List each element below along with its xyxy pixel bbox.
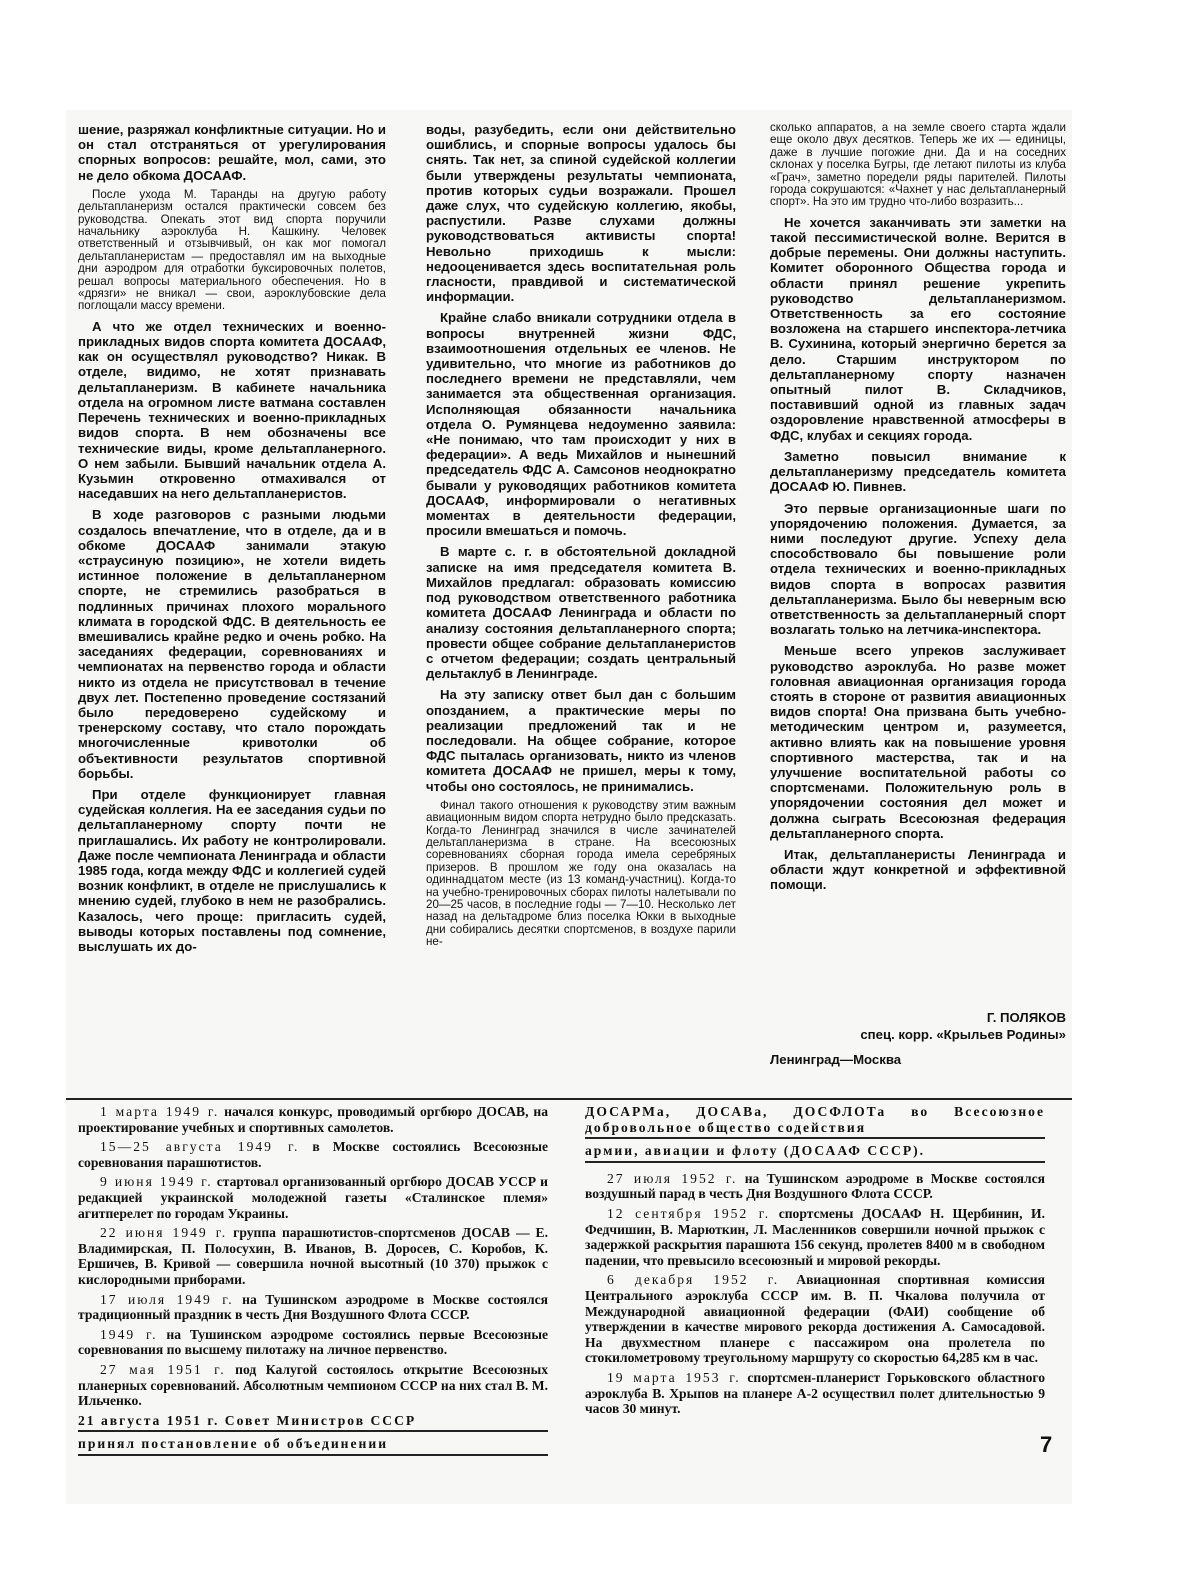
chronicle-entry [78,1104,548,1135]
chronicle-text: Авиационная спортивная комиссия Центрального аэроклуба СССР им. В. П. Чкалова получила от Международной авиационной федерации (ФАИ) сообщение об утверждении в качестве мирового рекорда достижения А. Самосадовой. На двухместном планере с пассажиром она пролетела по стокилометровому треугольному маршруту со скоростью 64,285 км в час. [585,1272,1045,1366]
chronicle-date: 12 сентября 1952 г. [607,1205,771,1221]
chronicle-entry [78,1225,548,1287]
chronicle-entry [78,1327,548,1358]
chronicle-date: 1 марта 1949 г. [100,1104,220,1119]
dateline: Ленинград—Москва [770,1052,902,1067]
decree-line: ДОСАРМа, ДОСАВа, ДОСФЛОТа во Всесоюзное добровольное общество содействия [585,1104,1045,1139]
chronicle-text: на Тушинском аэродроме в Москве состоялся воздушный парад в честь Дня Воздушного Флота СССР. [585,1170,1046,1202]
chronicle-entry [585,1370,1045,1417]
chronicle-entry [585,1206,1045,1268]
article-column-3 [770,122,1066,899]
paragraph: Крайне слабо вникали сотрудники отдела в вопросы внутренней жизни ФДС, взаимоотношения отдельных ее членов. Не удивительно, что многие из работников до последнего времени не представляли, чем занимается эта общественная организация. Исполняющая обязанности начальника отдела О. Румянцева недоуменно заявила: «Не понимаю, что там происходит у них в федерации». А ведь Михайлов и нынешний председатель ФДС А. Самсонов неоднократно бывали у руководящих работников комитета ДОСААФ, информировали о негативных моментах в деятельности федерации, просили вмешаться и помочь. [426,310,736,539]
chronicle-left [78,1104,548,1460]
chronicle-text: на Тушинском аэродроме в Москве состоялся традиционный праздник в честь Дня Воздушного Флота СССР. [78,1291,549,1323]
paragraph: Заметно повысил внимание к дельтапланеризму председатель комитета ДОСААФ Ю. Пивнев. [770,448,1066,495]
chronicle-entry [78,1174,548,1221]
paragraph: А что же отдел технических и военно-прикладных видов спорта комитета ДОСААФ, как он осуществлял руководство? Никак. В отделе, видимо, не хотят признавать дельтапланеризм. В кабинете начальника отдела на огромном листе ватмана составлен Перечень технических и военно-прикладных видов спорта. В нем обозначены все технические виды, кроме дельтапланерного. О нем забыли. Бывший начальник отдела А. Кузьмин откровенно отмахивался от наседавших на него дельтапланеристов. [78,318,386,502]
chronicle-right [585,1104,1045,1421]
chronicle-text: спортсмен-планерист Горьковского областного аэроклуба В. Хрыпов на планере А-2 осуществил полет длительностью 9 часов 30 минут. [585,1369,1045,1417]
chronicle-date: 27 мая 1951 г. [100,1361,226,1377]
paragraph: При отделе функционирует главная судейская коллегия. На ее заседания судьи по дельтапланерному спорту почти не приглашались. Их работу не контролировали. Даже после чемпионата Ленинграда и области 1985 года, когда между ФДС и коллегией судей возник конфликт, в отделе не прислушались к мнению судей, глубоко в нем не разобрались. Казалось, чего проще: пригласить судей, выводы которых поставлены под сомнение, выслушать их до- [78,786,386,954]
chronicle-text: под Калугой состоялось открытие Всесоюзных планерных соревнований. Абсолютным чемпионом СССР на них стал В. М. Ильченко. [78,1361,548,1409]
chronicle-date: 15—25 августа 1949 г. [100,1139,300,1155]
section-divider [66,1098,1072,1100]
article-column-2 [426,122,736,955]
paragraph: Финал такого отношения к руководству этим важным авиационным видом спорта нетрудно было предсказать. Когда-то Ленинград значился в числе зачинателей дельтапланеризма в стране. На всесоюзных соревнованиях сборная города имела серебряных призеров. В прошлом же году она оказалась на одиннадцатом месте (из 13 команд-участниц). Когда-то на учебно-тренировочных сборах пилоты налетывали по 20—25 часов, в последние годы — 7—10. Несколько лет назад на дельтадроме близ поселка Юкки в выходные дни собирались десятки спортсменов, в воздухе парили не- [426,798,736,949]
paragraph: Меньше всего упреков заслуживает руководство аэроклуба. Но разве может головная авиационная организация города стоять в стороне от развития авиационных видов спорта! Она призвана быть учебно-методическим центром и, разумеется, активно влиять как на повышение уровня спортивного мастерства, так и на улучшение воспитательной работы со спортсменами. Положительную роль в упорядочении состояния дел может и должна сыграть Всесоюзная федерация дельтапланерного спорта. [770,643,1066,841]
chronicle-entry [78,1362,548,1409]
chronicle-text: на Тушинском аэродроме состоялись первые Всесоюзные соревнования по высшему пилотажу на личное первенство. [78,1326,548,1358]
chronicle-date: 1949 г. [100,1326,158,1342]
chronicle-text: начался конкурс, проводимый оргбюро ДОСАВ, на проектирование учебных и спортивных самолетов. [78,1104,548,1135]
chronicle-text: группа парашютистов-спортсменов ДОСАВ — Е. Владимирская, П. Полосухин, В. Иванов, В. Доросев, С. Коробов, К. Ершичев, В. Кривой — совершила ночной высотный (10 370) прыжок с кислородными приборами. [78,1225,548,1287]
paragraph: Это первые организационные шаги по упорядочению положения. Думается, за ними последуют другие. Успеху дела способствовало бы повышение роли отдела технических и военно-прикладных видов спорта в вопросах развития дельтапланеризма. Было бы неверным всю ответственность за дельтапланерный спорт возлагать только на летчика-инспектора. [770,500,1066,638]
paragraph: шение, разряжал конфликтные ситуации. Но и он стал отстраняться от урегулирования спорных вопросов: решайте, мол, сами, это не дело обкома ДОСААФ. [78,122,386,183]
decree-line: армии, авиации и флоту (ДОСААФ СССР). [585,1143,1045,1163]
author-role: спец. корр. «Крыльев Родины» [860,1027,1066,1042]
chronicle-text: в Москве состоялись Всесоюзные соревнования парашютистов. [78,1139,548,1170]
author-name: Г. ПОЛЯКОВ [986,1010,1066,1025]
decree-line: принял постановление об объединении [78,1436,548,1456]
paragraph: В марте с. г. в обстоятельной докладной записке на имя председателя комитета В. Михайлов предлагал: образовать комиссию под руководством ответственного работника комитета ДОСААФ Ленинграда и области по анализу состояния дельтапланерного спорта; провести общее собрание дельтапланеристов с отчетом федерации; создать центральный дельтаклуб в Ленинграде. [426,544,736,682]
chronicle-entry [78,1139,548,1170]
chronicle-date: 17 июля 1949 г. [100,1291,234,1307]
paragraph: После ухода М. Таранды на другую работу дельтапланеризм остался практически совсем без руководства. Опекать этот вид спорта поручили начальнику аэроклуба Н. Кашкину. Человек ответственный и отзывчивый, он как мог помогал дельтапланеристам — предоставлял им на выходные дни аэродром для отработки буксировочных полетов, решал вопросы материального обеспечения. Но в «дрязги» не вникал — свои, аэроклубовские дела поглощали массу времени. [78,187,386,313]
chronicle-entry [585,1171,1045,1202]
paragraph: Итак, дельтапланеристы Ленинграда и области ждут конкретной и эффективной помощи. [770,846,1066,893]
decree-line: 21 августа 1951 г. Совет Министров СССР [78,1413,548,1433]
paragraph: На эту записку ответ был дан с большим опозданием, а практические меры по реализации предложений так и не последовали. На общее собрание, которое ФДС пыталась организовать, никто из членов комитета ДОСААФ не пришел, меры к тому, чтобы оно состоялось, не принимались. [426,687,736,794]
page-number: 7 [1040,1432,1053,1457]
paragraph: Не хочется заканчивать эти заметки на такой пессимистической волне. Верится в добрые перемены. Они должны наступить. Комитет оборонного Общества города и области принял решение укрепить руководство дельтапланеризмом. Ответственность за его состояние возложена на старшего инспектора-летчика В. Сухинина, который энергично берется за дело. Старшим инструктором по дельтапланерному спорту назначен опытный пилот В. Складчиков, поставивший одной из главных задач оздоровление нравственной атмосферы в ФДС, клубах и секциях города. [770,214,1066,443]
chronicle-entry [78,1292,548,1323]
chronicle-text: стартовал организованный оргбюро ДОСАВ УССР и редакцией украинской молодежной газеты «Сталинское племя» агитперелет по городам Украины. [78,1174,548,1221]
paragraph: сколько аппаратов, а на земле своего старта ждали еще около двух десятков. Теперь же их — единицы, даже в лучшие погожие дни. Да и на соседних склонах у поселка Бугры, где летают пилоты из клуба «Грач», заметно поредели ряды парителей. Пилоты города сокрушаются: «Чахнет у нас дельтапланерный спорт». На это им трудно что-либо возразить... [770,121,1066,209]
chronicle-date: 22 июня 1949 г. [100,1225,228,1241]
chronicle-text: спортсмены ДОСААФ Н. Щербинин, И. Федчишин, В. Марюткин, Л. Масленников совершили ночной прыжок с задержкой раскрытия парашюта 156 секунд, пролетев 8400 м в свободном падении, что превысило всесоюзный и мировой рекорды. [585,1205,1045,1268]
paragraph: воды, разубедить, если они действительно ошиблись, и спорные вопросы удалось бы снять. Так нет, за спиной судейской коллегии были утверждены результаты чемпионата, против которых судьи возражали. Прошел даже слух, что судейскую коллегию, якобы, распустили. Разве слухами должны руководствоваться активисты спорта! Невольно приходишь к мысли: недооценивается здесь воспитательная роль гласности, правдивой и систематической информации. [426,122,736,305]
chronicle-date: 27 июля 1952 г. [607,1170,738,1186]
chronicle-date: 9 июня 1949 г. [100,1174,213,1190]
article-column-1 [78,122,386,960]
chronicle-date: 6 декабря 1952 г. [607,1272,780,1288]
chronicle-entry [585,1272,1045,1366]
paragraph: В ходе разговоров с разными людьми создалось впечатление, что в отделе, да и в обкоме ДОСААФ занимали этакую «страусиную позицию», не хотели видеть истинное положение в дельтапланерном спорте, не стремились разобраться в подлинных причинах плохого морального климата в городской ФДС. В деятельность ее вмешивались крайне редко и очень робко. На заседаниях федерации, соревнованиях и чемпионатах на первенство города и области никто из отдела не присутствовал в течение двух лет. Постепенно проведение состязаний было передоверено судейскому и тренерскому составу, что стало порождать многочисленные кривотолки об объективности результатов спортивной борьбы. [78,507,386,781]
chronicle-date: 19 марта 1953 г. [607,1369,741,1385]
